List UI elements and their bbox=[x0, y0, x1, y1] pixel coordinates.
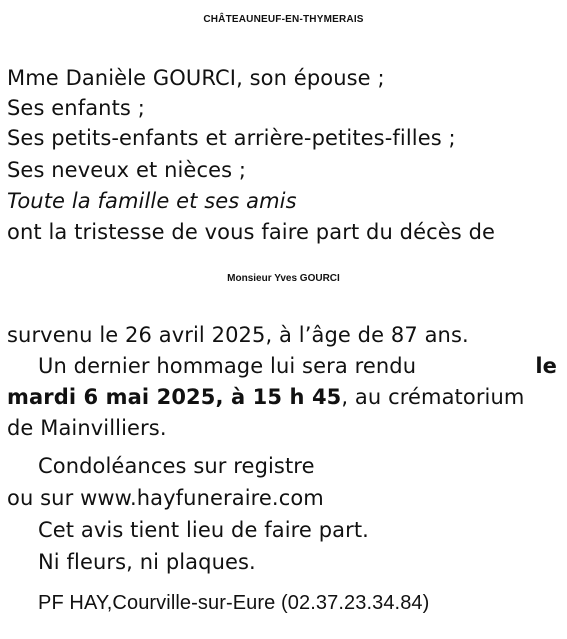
family-line-grandchildren: Ses petits-enfants et arrière-petites-filles ; bbox=[7, 126, 456, 150]
tribute-date: mardi 6 mai 2025, à 15 h 45 bbox=[7, 385, 342, 409]
family-line-nephews: Ses neveux et nièces ; bbox=[7, 158, 247, 182]
family-line-friends: Toute la famille et ses amis bbox=[7, 189, 297, 213]
tribute-line-1 bbox=[38, 356, 557, 377]
condolences-line: Condoléances sur registre bbox=[38, 454, 315, 478]
family-line-children: Ses enfants ; bbox=[7, 96, 145, 120]
tribute-date-word: le bbox=[535, 354, 557, 378]
tribute-intro: Un dernier hommage lui sera rendu bbox=[38, 354, 417, 378]
tribute-line-3: de Mainvilliers. bbox=[7, 416, 167, 440]
notice-note-line: Cet avis tient lieu de faire part. bbox=[38, 518, 369, 542]
tribute-line-2 bbox=[7, 387, 524, 408]
notice-location-heading: CHÂTEAUNEUF-EN-THYMERAIS bbox=[203, 14, 364, 25]
death-date-line: survenu le 26 avril 2025, à l’âge de 87 ans. bbox=[7, 323, 469, 347]
funeral-home-line: PF HAY,Courville-sur-Eure (02.37.23.34.84) bbox=[38, 592, 430, 614]
flowers-note-line: Ni fleurs, ni plaques. bbox=[38, 550, 256, 574]
condolences-website-line: ou sur www.hayfuneraire.com bbox=[7, 486, 324, 510]
family-line-spouse: Mme Danièle GOURCI, son épouse ; bbox=[7, 66, 385, 90]
deceased-name: Monsieur Yves GOURCI bbox=[227, 273, 340, 284]
tribute-place: , au crématorium bbox=[341, 385, 525, 409]
announcement-line: ont la tristesse de vous faire part du décès de bbox=[7, 220, 496, 244]
